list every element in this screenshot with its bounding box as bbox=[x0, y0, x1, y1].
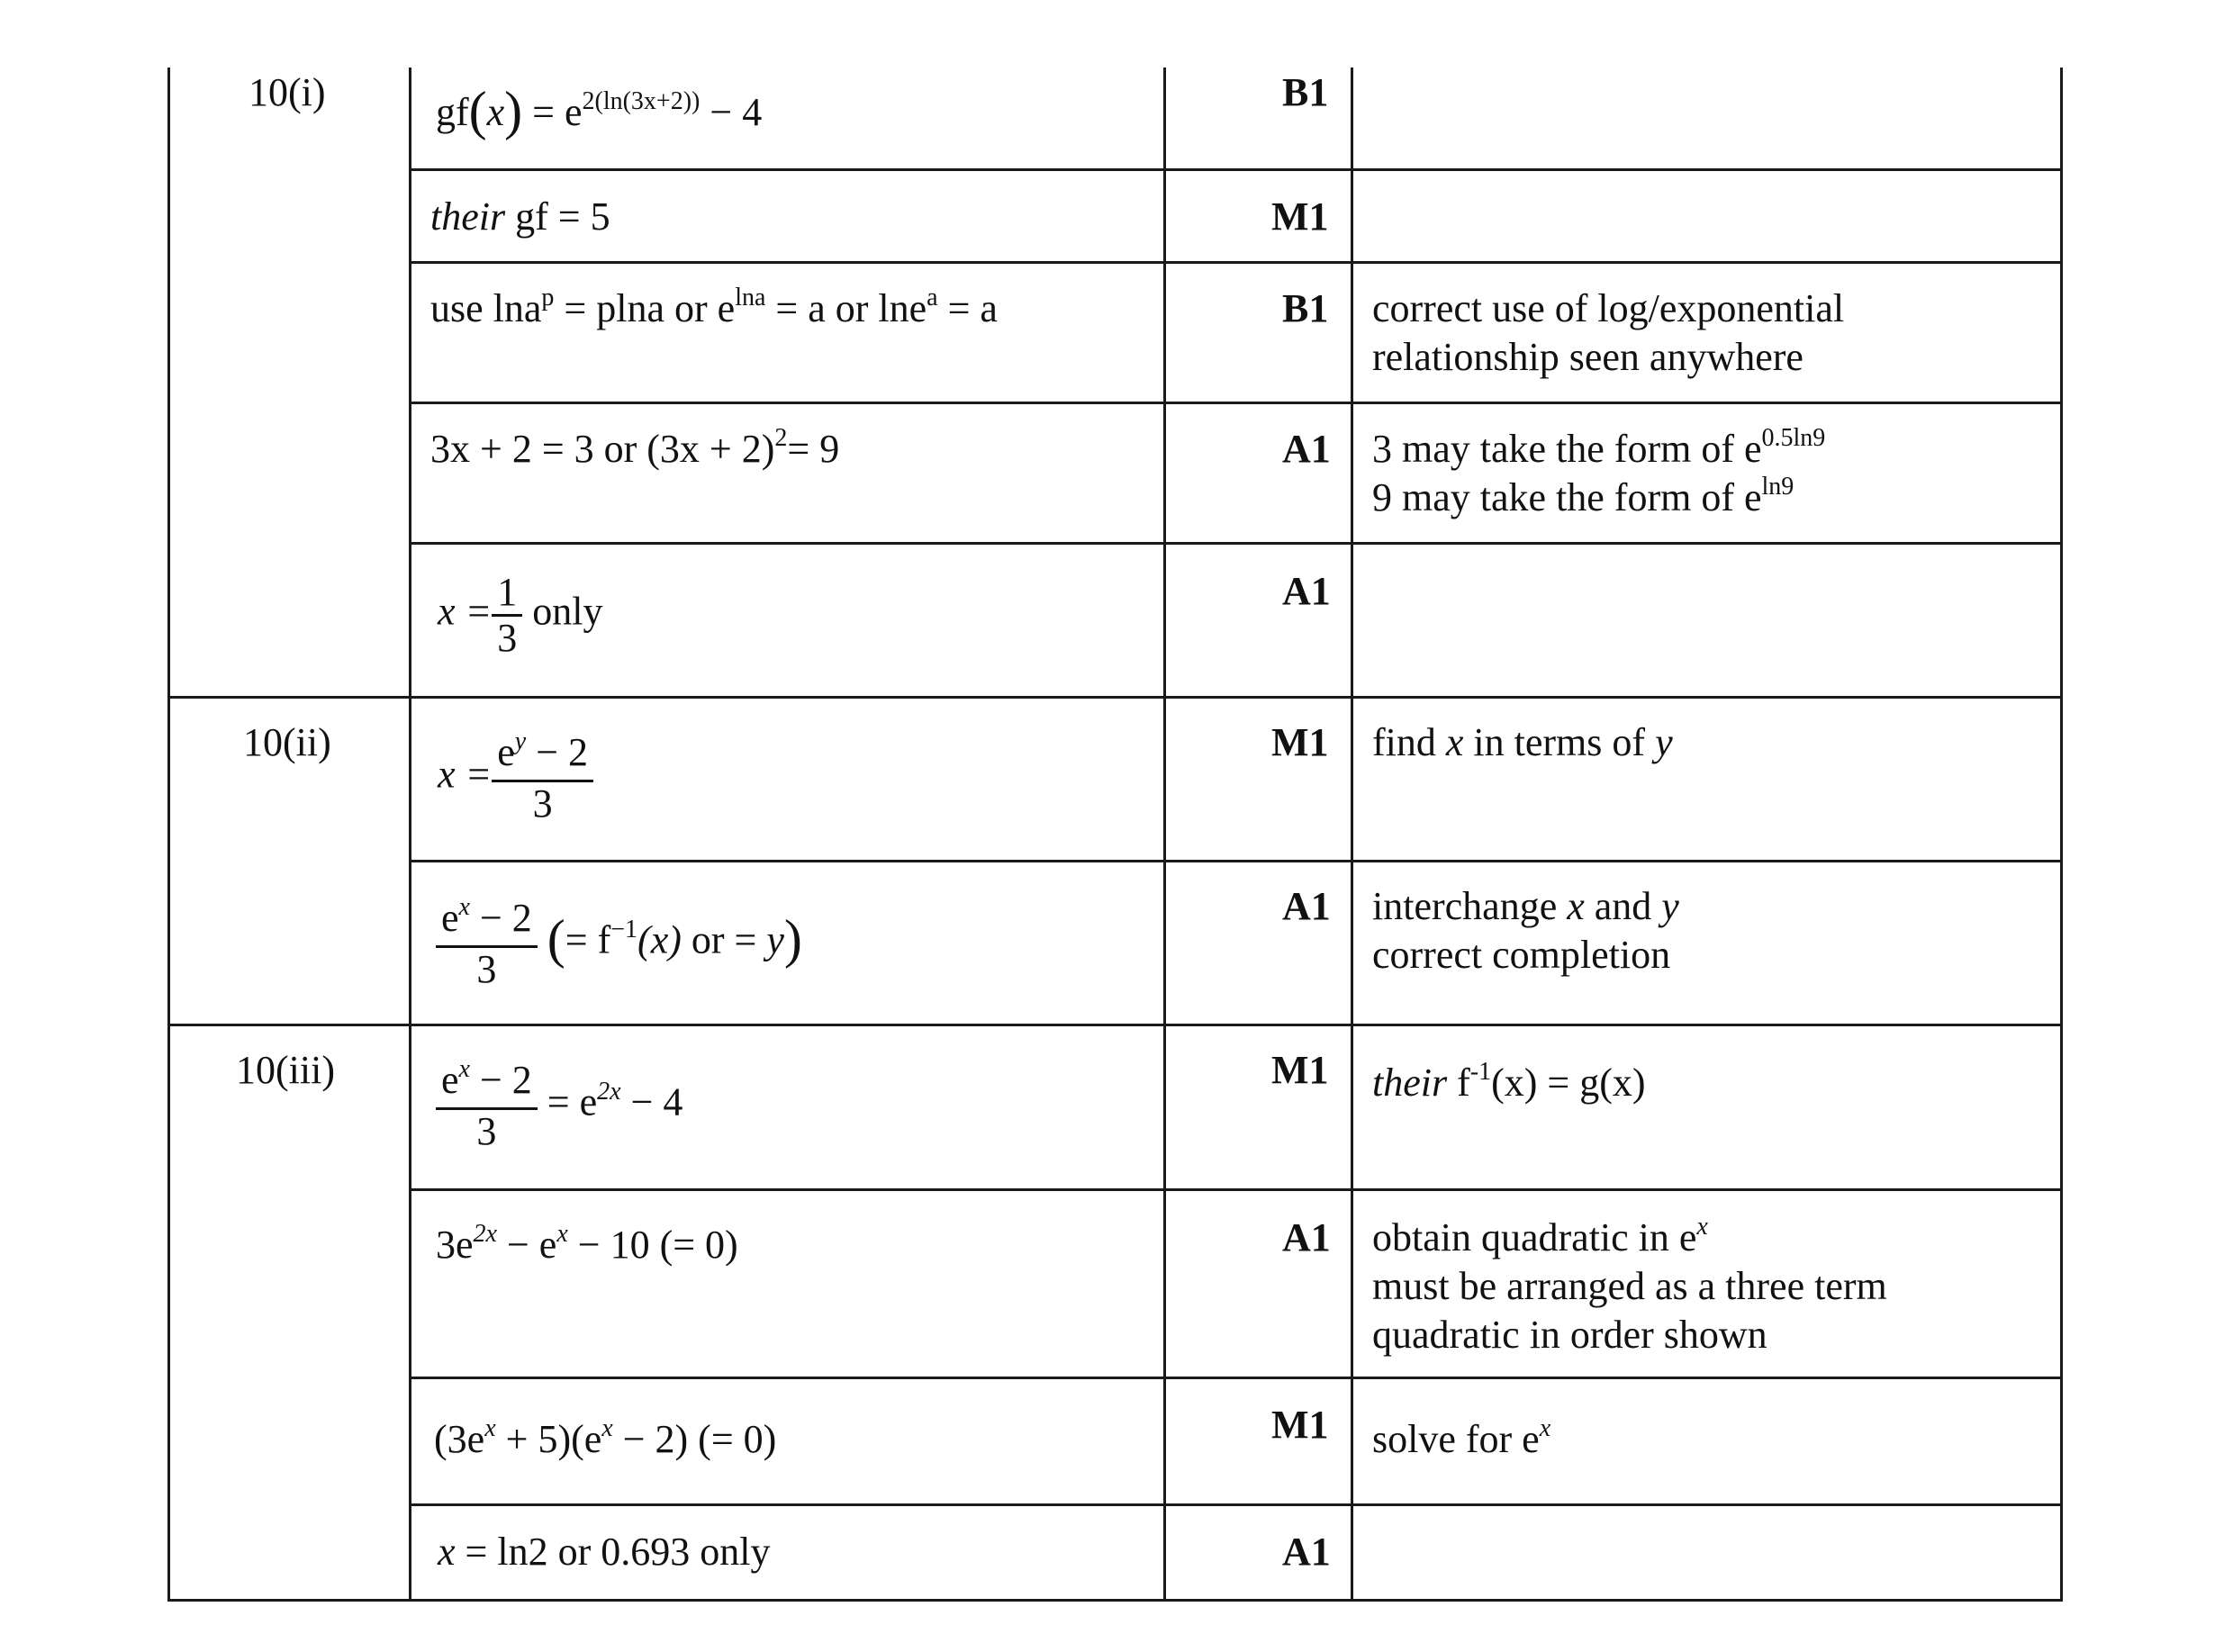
answer-equate-functions: $\frac{e^x - 2}{3}$ = $e^{2x} - 4$ bbox=[436, 1059, 683, 1153]
table-divider-col2 bbox=[1163, 68, 1166, 1602]
guidance-text: relationship seen anywhere bbox=[1372, 335, 1804, 379]
mark-code: B1 bbox=[1282, 70, 1329, 114]
answer-x-third: x = $\frac{1}{3}$ only bbox=[438, 570, 603, 660]
row-divider bbox=[409, 168, 2063, 171]
row-divider bbox=[409, 1188, 2063, 1191]
guidance-text: must be arranged as a three term bbox=[1372, 1264, 1887, 1308]
row-divider bbox=[409, 261, 2063, 264]
question-label: 10(i) bbox=[249, 70, 326, 114]
mark-code: M1 bbox=[1271, 1403, 1329, 1447]
mark-code: A1 bbox=[1282, 1530, 1331, 1574]
mark-code: M1 bbox=[1271, 720, 1329, 764]
answer-gf-expression: $gf(x) = e^{2(ln(3x+2))} - 4$ bbox=[436, 81, 763, 140]
guidance-text: 3 may take the form of $e^{0.5ln9}$ bbox=[1372, 424, 1826, 471]
mark-code: B1 bbox=[1282, 286, 1329, 330]
row-divider bbox=[409, 402, 2063, 404]
mark-code: A1 bbox=[1282, 884, 1331, 928]
table-divider-col3 bbox=[1351, 68, 1353, 1602]
guidance-text: correct use of log/exponential bbox=[1372, 286, 1845, 330]
guidance-text: 9 may take the form of $e^{ln9}$ bbox=[1372, 473, 1795, 519]
guidance-text: their $f^{-1}(x) = g(x)$ bbox=[1372, 1058, 1646, 1105]
guidance-text: interchange x and y bbox=[1372, 884, 1679, 928]
answer-final: x = ln2 or 0.693 only bbox=[438, 1530, 771, 1574]
row-divider bbox=[409, 542, 2063, 545]
row-divider bbox=[409, 860, 2063, 862]
answer-log-rule: use lna$^p$ = plna or $e^{lna} = a$ or lne$^a$ = a bbox=[430, 284, 998, 330]
question-label: 10(ii) bbox=[243, 720, 331, 764]
row-divider-full bbox=[167, 1024, 2063, 1026]
answer-x-in-terms-of-y: x = $\frac{e^y - 2}{3}$ bbox=[438, 731, 593, 826]
table-border-left bbox=[167, 68, 170, 1602]
answer-factorised: $(3e^x + 5)(e^x - 2)$ (= 0) bbox=[434, 1414, 777, 1461]
guidance-text: obtain quadratic in $e^x$ bbox=[1372, 1213, 1708, 1259]
mark-code: A1 bbox=[1282, 1215, 1331, 1259]
row-divider bbox=[409, 1377, 2063, 1379]
table-border-bottom bbox=[167, 1599, 2063, 1602]
table-divider-col1 bbox=[409, 68, 411, 1602]
answer-quadratic: $3e^{2x} - e^x - 10$ (= 0) bbox=[436, 1220, 738, 1267]
guidance-text: correct completion bbox=[1372, 933, 1671, 977]
guidance-text: solve for $e^x$ bbox=[1372, 1414, 1551, 1461]
guidance-text: find x in terms of y bbox=[1372, 720, 1673, 764]
answer-linear-equation: 3x + 2 = 3 or $(3x + 2)^2= 9$ bbox=[430, 424, 840, 471]
mark-code: A1 bbox=[1282, 569, 1331, 613]
row-divider-full bbox=[167, 696, 2063, 699]
mark-code: A1 bbox=[1282, 427, 1331, 471]
mark-code: M1 bbox=[1271, 194, 1329, 239]
answer-inverse-function: $\frac{e^x - 2}{3}$ (= $f^{-1}(x)$ or = y) bbox=[436, 897, 802, 991]
mark-code: M1 bbox=[1271, 1048, 1329, 1092]
answer-their-gf: their gf = 5 bbox=[430, 194, 610, 239]
row-divider bbox=[409, 1503, 2063, 1506]
table-border-right bbox=[2060, 68, 2063, 1602]
question-label: 10(iii) bbox=[236, 1048, 335, 1092]
guidance-text: quadratic in order shown bbox=[1372, 1313, 1767, 1357]
